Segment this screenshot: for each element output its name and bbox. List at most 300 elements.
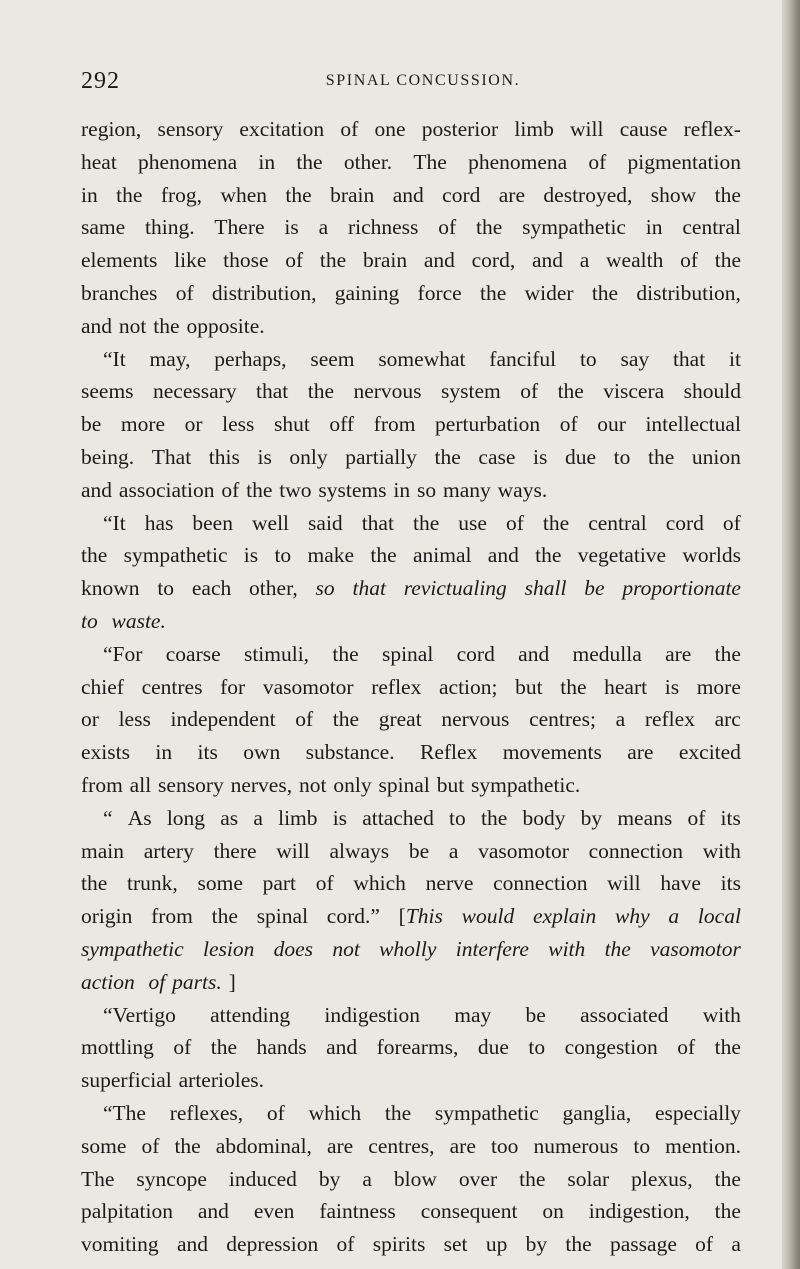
word: a xyxy=(318,215,329,240)
word: explain xyxy=(532,904,597,929)
word: central xyxy=(682,215,741,240)
word: one xyxy=(374,117,406,141)
word: of xyxy=(295,707,314,732)
word: worlds xyxy=(682,543,741,568)
word: said xyxy=(308,510,343,535)
word: on xyxy=(542,1199,564,1224)
word: depression xyxy=(226,1232,319,1257)
word: that xyxy=(361,510,394,535)
word: be xyxy=(525,1002,546,1027)
word: of xyxy=(677,1035,696,1060)
text-line xyxy=(81,999,741,1032)
word: that xyxy=(672,346,706,371)
word: hands xyxy=(256,1035,307,1060)
word: which xyxy=(353,871,406,896)
text-line xyxy=(81,539,741,572)
word: the xyxy=(246,477,273,502)
word: centres, xyxy=(368,1133,435,1158)
word: there xyxy=(213,838,257,863)
word: union xyxy=(691,444,741,469)
word: perhaps, xyxy=(214,346,287,371)
word: mention. xyxy=(665,1133,741,1158)
word: Reflex xyxy=(420,740,478,765)
word: not xyxy=(298,772,327,797)
word: fanciful xyxy=(489,346,557,371)
word: body xyxy=(522,805,566,830)
word: the xyxy=(557,379,584,404)
word: its xyxy=(720,871,741,896)
word: its xyxy=(720,805,741,830)
word: vasomotor xyxy=(650,936,741,961)
word: are xyxy=(498,182,526,207)
text-line xyxy=(81,1195,741,1228)
word: as xyxy=(220,805,239,830)
word: medulla xyxy=(572,641,642,666)
word: partially xyxy=(345,444,417,469)
word: of xyxy=(148,969,166,994)
word: over xyxy=(458,1166,498,1191)
word: show xyxy=(650,182,697,207)
word: animal xyxy=(412,543,472,568)
word: is xyxy=(284,215,299,240)
text-line xyxy=(81,1228,741,1261)
word: [This xyxy=(398,904,443,929)
word: like xyxy=(174,248,207,273)
word: of xyxy=(680,248,698,273)
word: elements xyxy=(81,248,158,273)
word: vasomotor xyxy=(262,674,354,699)
text-line xyxy=(81,244,741,277)
word: arc xyxy=(714,707,741,732)
word: will xyxy=(607,871,641,896)
word: a xyxy=(253,805,263,830)
word: the xyxy=(319,248,347,273)
word: to xyxy=(274,543,292,568)
text-line xyxy=(81,1130,741,1163)
word: less xyxy=(118,707,151,732)
word: trunk, xyxy=(127,871,178,896)
word: and xyxy=(392,182,424,207)
text-line xyxy=(81,146,741,179)
word: more xyxy=(120,412,166,437)
text-line xyxy=(81,343,741,376)
word: a xyxy=(579,248,590,273)
word: of xyxy=(438,215,457,240)
word: it xyxy=(729,346,741,371)
word: only xyxy=(333,772,372,797)
word: is xyxy=(332,805,348,830)
word: spinal xyxy=(256,904,309,929)
word: the xyxy=(714,1166,741,1191)
word: limb xyxy=(514,117,554,141)
word: the xyxy=(384,1100,412,1125)
word: and xyxy=(531,248,563,273)
word: this xyxy=(208,444,240,469)
word: the xyxy=(296,149,323,174)
word: with xyxy=(702,838,741,863)
word: syncope xyxy=(136,1166,207,1191)
word: of xyxy=(336,1232,355,1257)
word: are xyxy=(627,740,654,765)
word: by xyxy=(580,805,603,830)
page-edge-shadow xyxy=(782,0,800,1269)
word: exists xyxy=(81,740,130,765)
word: of xyxy=(340,117,359,141)
word: pigmentation xyxy=(627,149,741,174)
word: use xyxy=(458,510,487,535)
word: As xyxy=(127,805,152,830)
word: the xyxy=(285,182,312,207)
word: associated xyxy=(580,1002,669,1027)
word: sympathetic xyxy=(123,543,228,568)
word: main xyxy=(81,838,124,863)
word: long xyxy=(166,805,206,830)
word: local xyxy=(697,904,741,929)
word: proportionate xyxy=(622,576,741,601)
word: many xyxy=(443,477,491,502)
word: frog, xyxy=(160,182,203,207)
word: be xyxy=(81,412,102,437)
word: a xyxy=(615,707,626,732)
word: the xyxy=(332,641,359,666)
text-line xyxy=(81,802,741,835)
word: lesion xyxy=(202,936,255,961)
word: the xyxy=(535,543,562,568)
text-line xyxy=(81,179,741,212)
word: or xyxy=(81,707,99,732)
text-line xyxy=(81,933,741,966)
word: viscera xyxy=(603,379,665,404)
word: richness xyxy=(347,215,419,240)
word: That xyxy=(151,444,192,469)
word: seems xyxy=(81,379,134,404)
word: brain xyxy=(362,248,408,273)
word: vegetative xyxy=(577,543,667,568)
word: shut xyxy=(273,412,310,437)
word: the xyxy=(565,1232,592,1257)
word: nerve xyxy=(425,871,474,896)
body-text xyxy=(81,113,741,1261)
word: for xyxy=(220,674,246,699)
word: excitation xyxy=(239,117,325,141)
word: systems xyxy=(318,477,387,502)
word: the xyxy=(604,936,631,961)
word: indigestion, xyxy=(588,1199,690,1224)
word: case xyxy=(478,444,516,469)
word: to xyxy=(579,346,597,371)
word: is xyxy=(243,543,259,568)
word: the xyxy=(560,674,587,699)
word: induced xyxy=(228,1166,297,1191)
word: superficial xyxy=(81,1068,172,1093)
word: cord, xyxy=(471,248,516,273)
word: have xyxy=(660,871,701,896)
word: which xyxy=(308,1100,362,1125)
word: heat xyxy=(81,149,117,174)
word: of xyxy=(221,477,240,502)
word: region, xyxy=(81,117,142,141)
word: from xyxy=(373,412,416,437)
word: sympathetic. xyxy=(471,772,581,797)
word: of xyxy=(315,871,334,896)
text-line xyxy=(81,277,741,310)
word: that xyxy=(256,379,289,404)
word: the xyxy=(591,280,619,305)
text-line xyxy=(81,375,741,408)
word: other. xyxy=(343,149,393,174)
word: by xyxy=(525,1232,548,1257)
word: artery xyxy=(143,838,194,863)
word: the xyxy=(153,313,180,338)
text-line xyxy=(81,1064,741,1097)
word: but xyxy=(436,772,465,797)
word: the xyxy=(519,1166,546,1191)
word: force xyxy=(417,280,462,305)
word: may xyxy=(454,1002,492,1027)
word: distribution, xyxy=(636,280,741,305)
word: a xyxy=(448,838,459,863)
word: other, xyxy=(249,576,298,601)
word: seem xyxy=(310,346,355,371)
word: waste. xyxy=(111,608,166,633)
text-line xyxy=(81,1031,741,1064)
word: gaining xyxy=(334,280,400,305)
word: and xyxy=(197,1199,229,1224)
word: sensory xyxy=(157,117,224,141)
word: the xyxy=(332,707,360,732)
word: a xyxy=(362,1166,372,1191)
word: faintness xyxy=(319,1199,396,1224)
word: association xyxy=(118,477,215,502)
word: of xyxy=(266,1100,285,1125)
word: and xyxy=(176,1232,208,1257)
text-line xyxy=(81,1163,741,1196)
word: in xyxy=(81,182,98,207)
text-line xyxy=(81,605,741,638)
word: make xyxy=(307,543,355,568)
word: to xyxy=(613,444,631,469)
word: to xyxy=(157,576,175,601)
word: are xyxy=(326,1133,354,1158)
word: is xyxy=(664,674,680,699)
word: perturbation xyxy=(435,412,541,437)
word: “The xyxy=(103,1100,146,1125)
word: the xyxy=(647,444,675,469)
word: heart xyxy=(604,674,648,699)
word: sympathetic xyxy=(434,1100,539,1125)
word: in xyxy=(258,149,276,174)
word: reflex xyxy=(644,707,695,732)
word: arterioles. xyxy=(178,1068,264,1093)
word: the xyxy=(480,280,507,305)
word: action xyxy=(81,969,135,994)
text-line xyxy=(81,310,741,343)
word: There xyxy=(214,215,265,240)
word: of xyxy=(520,379,539,404)
word: the xyxy=(714,182,741,207)
word: shall xyxy=(524,576,567,601)
word: some xyxy=(197,871,243,896)
text-line xyxy=(81,867,741,900)
word: same xyxy=(81,215,126,240)
text-line xyxy=(81,638,741,671)
word: to xyxy=(81,608,98,633)
word: in xyxy=(645,215,663,240)
word: own xyxy=(243,740,281,765)
word: “ xyxy=(103,805,113,830)
word: always xyxy=(329,838,390,863)
word: of xyxy=(588,149,607,174)
word: of xyxy=(559,412,578,437)
word: branches xyxy=(81,280,158,305)
word: say xyxy=(620,346,650,371)
word: origin xyxy=(81,904,133,929)
word: substance. xyxy=(305,740,395,765)
word: not xyxy=(118,313,147,338)
word: does xyxy=(273,936,314,961)
word: phenomena xyxy=(468,149,568,174)
word: not xyxy=(332,936,360,961)
word: a xyxy=(731,1232,741,1257)
word: the xyxy=(434,444,461,469)
word: mottling xyxy=(81,1035,154,1060)
word: and xyxy=(487,543,519,568)
word: of xyxy=(505,510,524,535)
word: part xyxy=(262,871,297,896)
word: a xyxy=(668,904,680,929)
word: numerous xyxy=(533,1133,619,1158)
word: central xyxy=(588,510,647,535)
word: the xyxy=(116,182,143,207)
word: nerves, xyxy=(230,772,293,797)
word: connection xyxy=(588,838,683,863)
word: known xyxy=(81,576,140,601)
word: with xyxy=(548,936,586,961)
text-line xyxy=(81,835,741,868)
text-line xyxy=(81,1097,741,1130)
word: The xyxy=(413,149,447,174)
word: with xyxy=(702,1002,741,1027)
word: excited xyxy=(678,740,741,765)
word: cord xyxy=(456,641,495,666)
word: less xyxy=(222,412,255,437)
word: nervous xyxy=(441,707,510,732)
text-line xyxy=(81,113,741,146)
word: to xyxy=(528,1035,546,1060)
word: has xyxy=(144,510,174,535)
word: when xyxy=(220,182,268,207)
word: been xyxy=(192,510,233,535)
word: may, xyxy=(149,346,191,371)
word: “It xyxy=(103,510,126,535)
word: brain xyxy=(330,182,375,207)
word: sympathetic xyxy=(522,215,626,240)
word: the xyxy=(81,543,108,568)
word: the xyxy=(714,1199,741,1224)
word: the xyxy=(81,871,108,896)
word: the xyxy=(211,904,238,929)
word: revictualing xyxy=(403,576,507,601)
word: cord.” xyxy=(326,904,380,929)
word: abdominal, xyxy=(215,1133,312,1158)
word: The xyxy=(81,1166,115,1191)
word: attached xyxy=(362,805,434,830)
word: necessary xyxy=(153,379,237,404)
word: means xyxy=(617,805,673,830)
word: so xyxy=(315,576,335,601)
word: sympathetic xyxy=(81,936,184,961)
word: the xyxy=(714,641,741,666)
word: the xyxy=(542,510,570,535)
word: and xyxy=(81,477,113,502)
word: two xyxy=(279,477,312,502)
word: of xyxy=(695,1232,714,1257)
word: would xyxy=(461,904,515,929)
word: to xyxy=(449,805,466,830)
word: be xyxy=(584,576,605,601)
word: coarse xyxy=(165,641,221,666)
word: so xyxy=(417,477,437,502)
word: the xyxy=(370,543,397,568)
text-line xyxy=(81,211,741,244)
word: limb xyxy=(278,805,318,830)
word: even xyxy=(253,1199,295,1224)
word: indigestion xyxy=(324,1002,420,1027)
word: be xyxy=(408,838,430,863)
word: and xyxy=(81,313,113,338)
word: “Vertigo xyxy=(103,1002,176,1027)
text-line xyxy=(81,671,741,704)
word: ways. xyxy=(497,477,548,502)
word: of xyxy=(175,280,194,305)
word: that xyxy=(352,576,386,601)
word: congestion xyxy=(564,1035,658,1060)
word: wealth xyxy=(606,248,664,273)
word: to xyxy=(633,1133,651,1158)
word: of xyxy=(285,248,304,273)
word: and xyxy=(518,641,550,666)
word: passage xyxy=(610,1232,677,1257)
word: well xyxy=(252,510,290,535)
word: nervous xyxy=(353,379,422,404)
word: the xyxy=(307,379,335,404)
word: up xyxy=(485,1232,508,1257)
word: “For xyxy=(103,641,143,666)
word: wholly xyxy=(379,936,437,961)
word: from xyxy=(151,904,193,929)
text-line xyxy=(81,408,741,441)
word: movements xyxy=(502,740,602,765)
text-line xyxy=(81,769,741,802)
word: system xyxy=(441,379,501,404)
word: somewhat xyxy=(378,346,466,371)
word: great xyxy=(378,707,422,732)
word: distribution, xyxy=(211,280,317,305)
word: should xyxy=(683,379,741,404)
word: are xyxy=(449,1133,476,1158)
word: wider xyxy=(524,280,574,305)
word: the xyxy=(174,1133,201,1158)
word: each xyxy=(191,576,232,601)
word: in xyxy=(393,477,411,502)
word: connection xyxy=(493,871,588,896)
word: only xyxy=(289,444,328,469)
word: thing. xyxy=(145,215,195,240)
word: phenomena xyxy=(138,149,238,174)
word: palpitation xyxy=(81,1199,173,1224)
word: chief xyxy=(81,674,124,699)
word: attending xyxy=(210,1002,291,1027)
